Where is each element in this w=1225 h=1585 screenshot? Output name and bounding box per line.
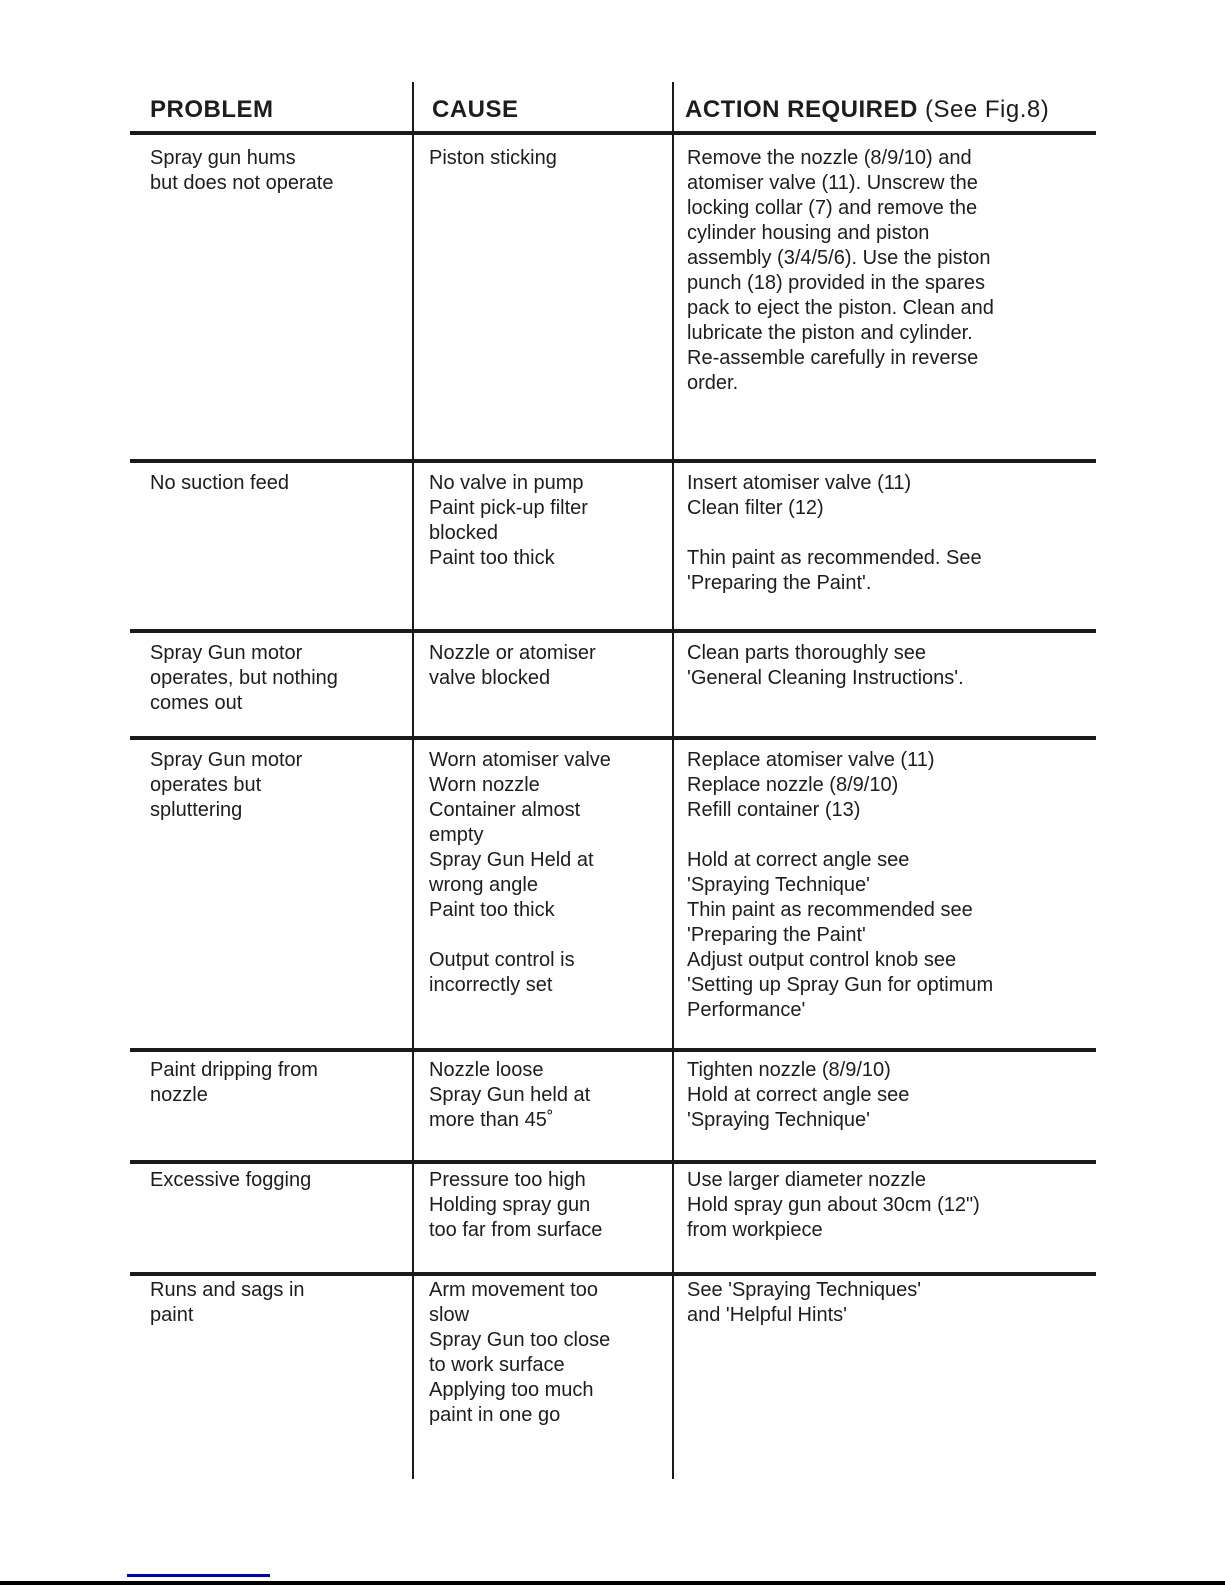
text-line: Thin paint as recommended. See — [687, 547, 982, 569]
text-line: incorrectly set — [429, 974, 553, 996]
cause-cell — [429, 146, 557, 171]
text-line: Replace nozzle (8/9/10) — [687, 774, 899, 796]
text-line: operates, but nothing — [150, 667, 338, 689]
problem-cell — [150, 1058, 318, 1108]
text-line: Spray Gun motor — [150, 749, 303, 771]
text-line: Paint too thick — [429, 899, 555, 921]
text-line: Paint too thick — [429, 547, 555, 569]
text-line: Paint pick-up filter — [429, 497, 588, 519]
action-cell — [687, 1058, 909, 1133]
text-line: Pressure too high — [429, 1169, 586, 1191]
action-cell — [687, 471, 982, 596]
action-cell — [687, 1168, 980, 1243]
column-header-action-label: ACTION REQUIRED — [685, 96, 918, 123]
text-line: Spray Gun too close — [429, 1329, 611, 1351]
text-line: Nozzle loose — [429, 1059, 544, 1081]
action-cell — [687, 748, 993, 1023]
text-line: Paint dripping from — [150, 1059, 318, 1081]
text-line: slow — [429, 1304, 470, 1326]
text-line: wrong angle — [429, 874, 538, 896]
cause-cell — [429, 748, 611, 998]
text-line: punch (18) provided in the spares — [687, 272, 985, 294]
action-cell — [687, 146, 994, 396]
footer-link-underline[interactable] — [127, 1574, 270, 1577]
action-cell — [687, 1278, 921, 1328]
text-line: blocked — [429, 522, 498, 544]
text-line: Tighten nozzle (8/9/10) — [687, 1059, 891, 1081]
column-header-cause — [432, 96, 519, 124]
text-line: Spray Gun motor — [150, 642, 303, 664]
row-rule-6 — [130, 1272, 1096, 1276]
text-line: Applying too much — [429, 1379, 594, 1401]
text-line: and 'Helpful Hints' — [687, 1304, 847, 1326]
text-line: 'Setting up Spray Gun for optimum — [687, 974, 994, 996]
text-line: No suction feed — [150, 472, 289, 494]
text-line: Performance' — [687, 999, 806, 1021]
text-line: Spray Gun held at — [429, 1084, 591, 1106]
column-separator-2 — [672, 82, 674, 1479]
text-line: Piston sticking — [429, 147, 557, 169]
text-line: too far from surface — [429, 1219, 603, 1241]
text-line: Worn nozzle — [429, 774, 540, 796]
problem-cell — [150, 471, 289, 496]
text-line: Output control is — [429, 949, 575, 971]
text-line: locking collar (7) and remove the — [687, 197, 978, 219]
row-rule-1 — [130, 459, 1096, 463]
column-header-problem-label: PROBLEM — [150, 96, 274, 123]
text-line: to work surface — [429, 1354, 565, 1376]
action-cell — [687, 641, 964, 691]
cause-cell — [429, 1278, 610, 1428]
column-header-cause-label: CAUSE — [432, 96, 519, 123]
column-header-action-suffix: (See Fig.8) — [917, 96, 1050, 123]
text-line: operates but — [150, 774, 262, 796]
text-line: Spray gun hums — [150, 147, 296, 169]
text-line: empty — [429, 824, 484, 846]
text-line: more than 45˚ — [429, 1109, 554, 1131]
column-header-action — [685, 96, 1049, 124]
text-line: 'Preparing the Paint'. — [687, 572, 872, 594]
text-line: Hold at correct angle see — [687, 1084, 910, 1106]
row-rule-3 — [130, 736, 1096, 740]
text-line: 'Spraying Technique' — [687, 874, 870, 896]
text-line — [429, 923, 611, 948]
text-line: 'Preparing the Paint' — [687, 924, 866, 946]
cause-cell — [429, 1168, 602, 1243]
text-line: paint in one go — [429, 1404, 561, 1426]
problem-cell — [150, 748, 302, 823]
text-line: Thin paint as recommended see — [687, 899, 973, 921]
text-line: Runs and sags in — [150, 1279, 305, 1301]
cause-cell — [429, 641, 596, 691]
problem-cell — [150, 1278, 305, 1328]
text-line: Excessive fogging — [150, 1169, 312, 1191]
text-line: Holding spray gun — [429, 1194, 591, 1216]
row-rule-2 — [130, 629, 1096, 633]
text-line — [687, 521, 982, 546]
text-line: Container almost — [429, 799, 581, 821]
text-line: Use larger diameter nozzle — [687, 1169, 926, 1191]
text-line: spluttering — [150, 799, 243, 821]
text-line: Adjust output control knob see — [687, 949, 957, 971]
text-line: Re-assemble carefully in reverse — [687, 347, 979, 369]
text-line: Refill container (13) — [687, 799, 861, 821]
problem-cell — [150, 1168, 311, 1193]
text-line: 'Spraying Technique' — [687, 1109, 870, 1131]
text-line: Remove the nozzle (8/9/10) and — [687, 147, 972, 169]
text-line: Hold spray gun about 30cm (12") — [687, 1194, 980, 1216]
text-line: Worn atomiser valve — [429, 749, 611, 771]
text-line: pack to eject the piston. Clean and — [687, 297, 994, 319]
text-line: from workpiece — [687, 1219, 823, 1241]
text-line: Arm movement too — [429, 1279, 598, 1301]
text-line: Clean filter (12) — [687, 497, 824, 519]
text-line: lubricate the piston and cylinder. — [687, 322, 973, 344]
text-line: Replace atomiser valve (11) — [687, 749, 935, 771]
page-edge-bar — [0, 1581, 1225, 1585]
text-line: order. — [687, 372, 739, 394]
text-line: Nozzle or atomiser — [429, 642, 596, 664]
column-separator-1 — [412, 82, 414, 1479]
row-rule-4 — [130, 1048, 1096, 1052]
text-line: atomiser valve (11). Unscrew the — [687, 172, 978, 194]
text-line: Hold at correct angle see — [687, 849, 910, 871]
text-line: comes out — [150, 692, 243, 714]
problem-cell — [150, 146, 333, 196]
text-line: nozzle — [150, 1084, 208, 1106]
header-rule — [130, 131, 1096, 135]
text-line: Clean parts thoroughly see — [687, 642, 927, 664]
text-line: 'General Cleaning Instructions'. — [687, 667, 964, 689]
cause-cell — [429, 471, 588, 571]
text-line: See 'Spraying Techniques' — [687, 1279, 922, 1301]
cause-cell — [429, 1058, 590, 1133]
text-line: cylinder housing and piston — [687, 222, 930, 244]
column-header-problem — [150, 96, 274, 124]
text-line: Spray Gun Held at — [429, 849, 594, 871]
text-line: No valve in pump — [429, 472, 584, 494]
text-line: valve blocked — [429, 667, 551, 689]
row-rule-5 — [130, 1160, 1096, 1164]
text-line — [687, 823, 993, 848]
text-line: but does not operate — [150, 172, 334, 194]
text-line: paint — [150, 1304, 194, 1326]
text-line: assembly (3/4/5/6). Use the piston — [687, 247, 991, 269]
problem-cell — [150, 641, 338, 716]
text-line: Insert atomiser valve (11) — [687, 472, 912, 494]
